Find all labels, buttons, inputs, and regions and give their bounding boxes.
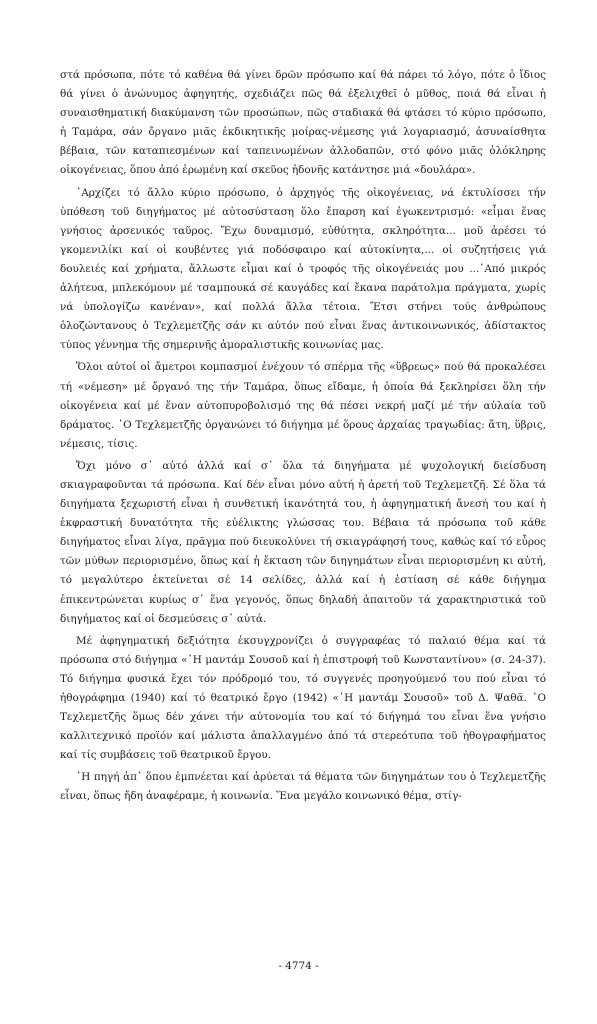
paragraph-6: ῾Η πηγή ἀπ᾿ ὅπου ἐμπνέεται καί ἀρύεται τά θέματα τῶν διηγημάτων του ὁ Τεχλεμετζῆς εἶναι, ὅπως ἤδη ἀναφέραμε, ἡ κοινωνία. Ἕνα μεγάλο κοινωνικό θέμα, στίγ- [60,771,546,803]
paragraph-5: Μέ ἀφηγηματική δεξιότητα ἐκσυγχρονίζει ὁ συγγραφέας τό παλαιό θέμα καί τά πρόσωπα στό διήγημα «῾Η μαντάμ Σουσοῦ καί ἡ ἐπιστροφή τοῦ Κωνσταντίνου» (σ. 24-37). Τό διήγημα φυσικά ἔχει τόν πρόδρομό του, τό συγγενές προηγούμενό του πού εἶναι τό ἠθογράφημα (1940) καί τό θεατρικό ἔργο (1942) «῾Η μαντάμ Σουσοῦ» τοῦ Δ. Ψαθᾶ. ῾Ο Τεχλεμετζῆς ὅμως δέν χάνει τήν αὐτονομία του καί τό διήγημά του εἶναι ἕνα γνήσιο καλλιτεχνικό προϊόν καί μάλιστα ἀπαλλαγμένο ἀπό τά στερεότυπα τοῦ ἠθογραφήματος καί τίς συμβάσεις τοῦ θεατρικοῦ ἔργου. [60,634,546,762]
paragraph-4: Ὄχι μόνο σ᾿ αὐτό ἀλλά καί σ᾿ ὅλα τά διηγήματα μέ ψυχολογική διείσδυση σκιαγραφοῦνται τά πρόσωπα. Καί δέν εἶναι μόνο αὐτή ἡ ἀρετή τοῦ Τεχλεμετζῆ. Σέ ὅλα τά διηγήματα ξεχωριστή εἶναι ἡ συνθετική ἱκανότητά του, ἡ ἀφηγηματική ἄνεσή του καί ἡ ἐκφραστική δυνατότητα τῆς εὐέλικτης γλώσσας του. Βέβαια τά πρόσωπα τοῦ κάθε διηγήματος εἶναι λίγα, πρᾶγμα πού διευκολύνει τή σκιαγράφησή τους, καθώς καί τό εὖρος τῶν μύθων περιορισμένο, ὅπως καί ἡ ἔκταση τῶν διηγημάτων εἶναι περιορισμένη κι αὐτή, τό μεγαλύτερο ἐκτείνεται σέ 14 σελίδες, ἀλλά καί ἡ ἑστίαση σέ κάθε διήγημα ἐπικεντρώνεται κυρίως σ᾿ ἕνα γεγονός, ὅπως δηλαδή ἀπαιτοῦν τά χαρακτηριστικά τοῦ διηγήματος καί οἱ δεσμεύσεις σ᾿ αὐτά. [60,459,546,625]
paragraph-2: ᾿Αρχίζει τό ἄλλο κύριο πρόσωπο, ὁ ἀρχηγός τῆς οἰκογένειας, νά ἐκτυλίσσει τήν ὑπόθεση τοῦ διηγήματος μέ αὐτοσύσταση ὅλο ἔπαρση καί ἐγωκεντρισμό: «εἶμαι ἕνας γνήσιος ἀρσενικός ταῦρος. Ἔχω δυναμισμό, εὐθύτητα, σκληρότητα... μοῦ ἀρέσει τό γκομενιλίκι καί οἱ κουβέντες γιά ποδόσφαιρο καί αὐτοκίνητα,... οἱ συζητήσεις γιά δουλειές καί χρήματα, ἄλλωστε εἶμαι καί ὁ τροφός τῆς οἰκογένειάς μου ...᾿Από μικρός ἀλήτευα, μπλεκόμουν μέ τσαμπουκά σέ καυγάδες καί ἔκανα παράτολμα πράγματα, χωρίς νά ὑπολογίζω κανέναν», καί πολλά ἄλλα τέτοια. Ἔτσι στήνει τούς ἀνθρώπους ὁλοζώντανους ὁ Τεχλεμετζῆς σάν κι αὐτόν πού εἶναι ἕνας ἀντικοινωνικός, ἀδίστακτος τύπος γέννημα τῆς σημερινῆς ἀμοραλιστικῆς κοινωνίας μας. [60,186,546,352]
paragraph-3: Ὅλοι αὐτοί οἱ ἄμετροι κομπασμοί ἐνέχουν τό σπέρμα τῆς «ὕβρεως» πού θά προκαλέσει τή «νέμεση» μέ ὄργανό της τήν Ταμάρα, ὅπως εἴδαμε, ἡ ὁποία θά ξεκληρίσει ὅλη τήν οἰκογένεια καί μέ ἕναν αὐτοπυροβολισμό της θά πέσει νεκρή μαζί μέ τήν αὐλαία τοῦ δράματος. ῾Ο Τεχλεμετζῆς ὀργανώνει τό διήγημα μέ ὅρους ἀρχαίας τραγωδίας: ἄτη, ὕβρις, νέμεσις, τίσις. [60,361,546,450]
page-body [60,66,546,810]
paragraph-1: στά πρόσωπα, πότε τό καθένα θά γίνει δρῶν πρόσωπο καί θά πάρει τό λόγο, πότε ὁ ἴδιος θά γίνει ὁ ἀνώνυμος ἀφηγητής, σχεδιάζει πῶς θά ἐξελιχθεῖ ὁ μῦθος, ποιά θά εἶναι ἡ συναισθηματική διακύμανση τῶν προσώπων, πῶς σταδιακά θά φτάσει τό κύριο πρόσωπο, ἡ Ταμάρα, σάν ὄργανο μιᾶς ἐκδικητικῆς μοίρας-νέμεσης γιά λογαριασμό, ἀσυναίσθητα βέβαια, τῶν καταπιεσμένων καί ταπεινωμένων ἀλλοδαπῶν, στό φόνο μιᾶς ὁλόκληρης οἰκογένειας, ὅπου ἀπό ἐρωμένη καί σκεῦος ἡδονῆς κατάντησε μιά «δουλάρα». [60,69,546,177]
page-number: - 4774 - [278,960,319,972]
